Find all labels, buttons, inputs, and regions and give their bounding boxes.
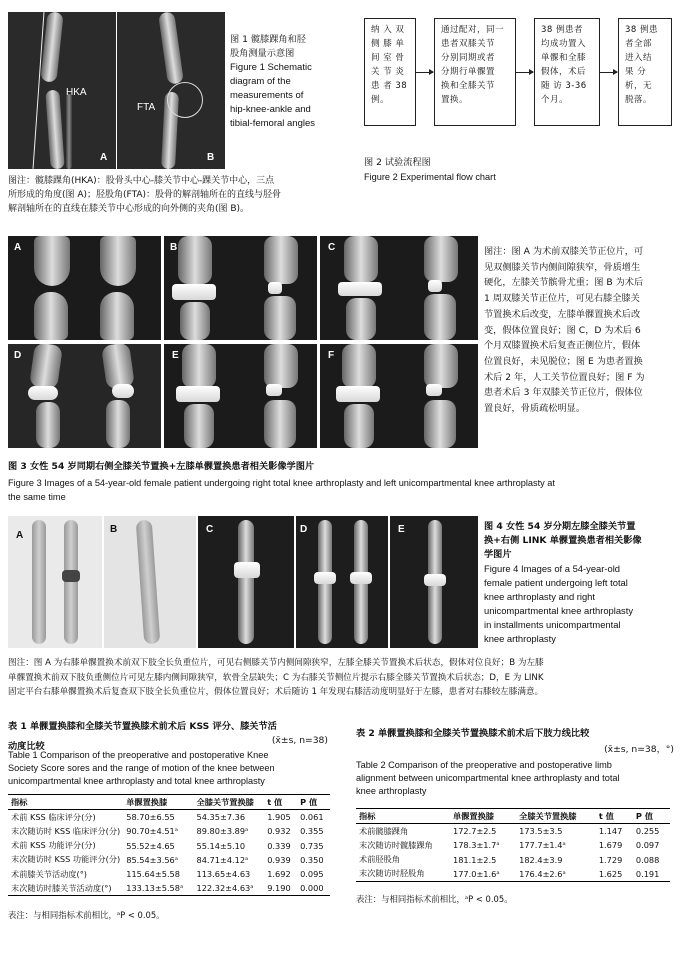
fig1-note-line: 所形成的角度(图 A)；胫股角(FTA)：股骨的解剖轴所在的直线与胫骨	[8, 190, 282, 200]
table1-grid	[8, 794, 330, 896]
flow-text: 换和全膝关节	[441, 81, 496, 91]
flow-text: 单髁和全膝	[541, 53, 587, 63]
fig1-panel-label-b: B	[207, 152, 215, 163]
flow-box-1	[364, 18, 416, 126]
fig3-panel-label-e: E	[172, 350, 179, 361]
cell: 177.7±1.4ᵃ	[519, 840, 566, 851]
table2-title-en-line: alignment between unicompartmental knee arthroplasty and total	[356, 773, 620, 783]
cell: 9.190	[267, 883, 291, 894]
fig4-panel-label-c: C	[206, 524, 214, 535]
flow-text: 个月。	[541, 95, 569, 105]
fig1-fta-label: FTA	[137, 102, 156, 113]
fig1-note	[8, 174, 348, 216]
table1-title-cn: 表 1 单髁置换膝和全膝关节置换膝术前术后 KSS 评分、膝关节活	[8, 721, 277, 732]
fig3-note-line: 变，假体位置良好；图 C，D 为术后 6	[484, 324, 641, 336]
col-header: 指标	[359, 810, 376, 821]
table1-title-en-line: Society Score sores and the range of motion of the knee between	[8, 763, 275, 773]
flow-text: 者全部	[625, 39, 653, 49]
table-row	[8, 853, 330, 867]
cell: 0.061	[300, 812, 324, 823]
fig2-title-cn: 图 2 试验流程图	[364, 157, 431, 168]
flow-text: 置换。	[441, 95, 469, 105]
fig3-panel-label-f: F	[328, 350, 335, 361]
col-header: 单髁置换膝	[126, 796, 168, 807]
col-header: t 值	[267, 796, 283, 807]
fig4-title-en-line: knee arthroplasty	[484, 633, 556, 644]
fig4-panel-label-e: E	[398, 524, 405, 535]
fig3-image-b	[164, 236, 317, 340]
flow-text: 患者双膝关节	[441, 39, 496, 49]
fig3-note-line: 位置良好，未见脱位；图 E 为患者置换	[484, 355, 643, 367]
fig1-title-en-line: hip-knee-ankle and	[230, 104, 311, 115]
table-header-row	[356, 809, 670, 824]
flow-text: 纳 入 双	[371, 25, 405, 35]
cell: 0.339	[267, 840, 291, 851]
flow-text: 38 例患者	[541, 25, 584, 35]
fig2-caption	[364, 156, 674, 184]
col-header: 指标	[11, 796, 28, 807]
fig4-panel-label-d: D	[300, 524, 308, 535]
flow-text: 通过配对，同一	[441, 25, 505, 35]
fig3-image-f	[320, 344, 478, 448]
fig3-image-e	[164, 344, 317, 448]
col-header: P 值	[635, 810, 653, 821]
cell: 133.13±5.58ᵃ	[126, 883, 184, 894]
table1-note: 表注：与相同指标术前相比，ᵃP < 0.05。	[8, 910, 165, 921]
fig4-caption	[484, 520, 676, 646]
cell: 末次随访时 KSS 临床评分(分)	[11, 825, 121, 836]
cell: 89.80±3.89ᵃ	[196, 826, 249, 837]
flow-box-4	[618, 18, 672, 126]
flow-arrow	[600, 72, 617, 73]
flow-text: 侧 膝 单	[371, 39, 405, 49]
fig1-caption	[230, 33, 340, 131]
flow-text: 间 室 骨	[371, 53, 405, 63]
col-header: 单髁置换膝	[453, 810, 494, 821]
cell: 0.191	[635, 868, 660, 879]
fig2-title-en: Figure 2 Experimental flow chart	[364, 172, 496, 182]
cell: 术前胫股角	[359, 854, 400, 865]
table-row	[8, 881, 330, 896]
cell: 176.4±2.6ᵃ	[519, 868, 566, 879]
flow-text: 进入结	[625, 53, 653, 63]
fig3-image-c	[320, 236, 478, 340]
table1-title-cn-2: 动度比较	[8, 741, 45, 752]
cell: 90.70±4.51ᵃ	[126, 826, 178, 837]
cell: 1.625	[598, 868, 623, 879]
fig3-title-cn: 图 3 女性 54 岁同期右侧全膝关节置换+左膝单髁置换患者相关影像学图片	[8, 461, 315, 472]
table-row	[8, 839, 330, 853]
table1-stat: (x̄±s, n=38)	[271, 735, 328, 746]
cell: 术前髋膝踝角	[359, 825, 409, 836]
fig4-note	[8, 656, 676, 700]
fig4-title-cn-line: 学图片	[484, 549, 512, 560]
cell: 173.5±3.5	[519, 826, 563, 837]
cell: 0.932	[267, 826, 291, 837]
cell: 0.350	[300, 854, 324, 865]
fig4-note-line: 固定平台右膝单髁置换术后复查双下肢全长负重位片，假体位置良好；术后随访 1 年发现右膝活动度明显好于左膝，患者对右膝较左膝满意。	[8, 687, 544, 697]
fig3-image-a	[8, 236, 161, 340]
fig3-caption	[8, 460, 676, 504]
table-row	[8, 810, 330, 825]
cell: 1.729	[598, 854, 623, 865]
fig4-image-a	[8, 516, 102, 648]
fig3-note-line: 个月双膝置换术后复查正侧位片，假体	[484, 340, 641, 352]
flow-text: 随 访 3-36	[541, 81, 587, 91]
flow-text: 脱落。	[625, 95, 653, 105]
fig1-hka-label: HKA	[66, 87, 87, 98]
table2-title-cn: 表 2 单髁置换膝和全膝关节置换膝术前术后下肢力线比较	[356, 728, 590, 739]
fig4-note-line: 单髁置换术前双下肢负重侧位片可见左膝内侧间隙狭窄，软骨全层缺失；C 为右膝关节侧位片提示右膝全膝关节置换术后状态；D，E 为 LINK	[8, 672, 544, 683]
flow-box-3	[534, 18, 600, 126]
fig3-note-line: 患者术后 3 年双膝关节正位片，假体位	[484, 387, 643, 399]
fig1-title-en-line: measurements of	[230, 90, 304, 101]
fig3-panel-label-a: A	[14, 242, 22, 253]
flow-text: 分别同期或者	[441, 53, 496, 63]
cell: 177.0±1.6ᵃ	[453, 868, 500, 879]
table-row	[356, 867, 670, 882]
fig1-image-b	[117, 12, 225, 169]
fig4-note-line: 图注：图 A 为右膝单髁置换术前双下肢全长负重位片，可见右侧膝关节内侧间隙狭窄，左膝全膝关节置换术后状态，假体对位良好；B 为左膝	[8, 658, 544, 668]
flow-text: 假体，术后	[541, 67, 587, 77]
fig1-image-a	[8, 12, 116, 169]
fig3-title-en-line: Figure 3 Images of a 54-year-old female patient undergoing right total knee arthroplasty and left unicompartmental knee arthroplasty at	[8, 478, 555, 488]
fig3-panel-label-c: C	[328, 242, 336, 253]
flow-text: 分期行单髁置	[441, 67, 496, 77]
col-header: P 值	[300, 796, 318, 807]
cell: 末次随访时髋膝踝角	[359, 839, 433, 850]
fig1-note-line: 解剖轴所在的直线在膝关节中心形成的向外侧的夹角(图 B)。	[8, 204, 250, 214]
fig3-image-d	[8, 344, 161, 448]
fig4-title-en-line: in installments unicompartmental	[484, 619, 621, 630]
cell: 1.679	[598, 840, 623, 851]
fig4-panel-label-a: A	[16, 530, 24, 541]
fig3-note-line: 见双侧膝关节内侧间隙狭窄，骨质增生	[484, 261, 641, 273]
cell: 0.095	[300, 869, 324, 880]
cell: 末次随访时膝关节活动度(°)	[11, 882, 112, 893]
fig4-title-en-line: unicompartmental knee arthroplasty	[484, 605, 634, 616]
cell: 术前膝关节活动度(°)	[11, 868, 87, 879]
col-header: 全膝关节置换膝	[196, 796, 254, 807]
cell: 0.735	[300, 840, 324, 851]
cell: 55.14±5.10	[196, 840, 246, 851]
fig4-title-cn-line: 图 4 女性 54 岁分期左膝全膝关节置	[484, 521, 636, 532]
fig1-title-en-line: Figure 1 Schematic	[230, 62, 312, 73]
table-header-row	[8, 795, 330, 810]
table2-grid	[356, 808, 670, 882]
flow-box-2	[434, 18, 516, 126]
fig3-panel-label-b: B	[170, 242, 178, 253]
flow-text: 患 者 38	[371, 81, 408, 91]
table-row	[356, 824, 670, 839]
table1-title-en-line: Table 1 Comparison of the preoperative and postoperative Knee	[8, 750, 269, 760]
fig1-title-cn-1: 图 1 髋膝踝角和胫	[230, 34, 306, 45]
table2-title-en-line: knee arthroplasty	[356, 786, 427, 796]
cell: 0.355	[300, 826, 324, 837]
fig3-note-line: 硬化，左膝关节髌骨尤重；图 B 为术后	[484, 277, 644, 289]
cell: 178.3±1.7ᵃ	[453, 840, 500, 851]
table-row	[356, 853, 670, 867]
flow-text: 均成功置入	[541, 39, 587, 49]
cell: 85.54±3.56ᵃ	[126, 854, 178, 865]
fig4-title-cn-line: 换+右侧 LINK 单髁置换患者相关影像	[484, 535, 642, 546]
cell: 0.088	[635, 854, 660, 865]
flow-arrow	[516, 72, 533, 73]
fig3-title-en-line: the same time	[8, 492, 66, 502]
cell: 113.65±4.63	[196, 869, 251, 880]
flow-text: 关 节 炎	[371, 67, 405, 77]
cell: 0.097	[635, 840, 660, 851]
cell: 115.64±5.58	[126, 869, 180, 880]
fig4-image-e	[390, 516, 478, 648]
fig4-image-b	[104, 516, 196, 648]
fig4-title-en-line: female patient undergoing left total	[484, 577, 628, 588]
table1	[8, 720, 338, 922]
cell: 0.255	[635, 826, 660, 837]
table-row	[8, 867, 330, 881]
col-header: t 值	[598, 810, 614, 821]
fig3-note-line: 图注：图 A 为术前双膝关节正位片，可	[484, 246, 644, 257]
cell: 末次随访时 KSS 功能评分(分)	[11, 854, 121, 865]
table-row	[356, 838, 670, 852]
fig1-title-en-line: tibial-femoral angles	[230, 118, 316, 129]
fig4-title-en-line: Figure 4 Images of a 54-year-old	[484, 563, 621, 574]
fig3-panel-label-d: D	[14, 350, 22, 361]
fig1-note-line: 图注：髋膝踝角(HKA)：股骨头中心-膝关节中心-踝关节中心，三点	[8, 176, 275, 186]
fig3-note-line: 置良好，骨质疏松明显。	[484, 403, 586, 415]
col-header: 全膝关节置换膝	[519, 810, 577, 821]
table-row	[8, 824, 330, 838]
fig3-note-line: 术后 2 年，人工关节位置良好；图 F 为	[484, 371, 645, 383]
fig4-image-c	[198, 516, 294, 648]
fig3-note-line: 节置换术后改变，左膝单髁置换术后改	[484, 308, 641, 320]
table2-stat: (x̄±s, n=38，°)	[604, 744, 674, 755]
table1-title-en-line: unicompartmental knee arthroplasty and total knee arthroplasty	[8, 776, 265, 786]
fig3-note-line: 1 周双膝关节正位片，可见右膝全膝关	[484, 293, 640, 305]
cell: 术前 KSS 功能评分(分)	[11, 840, 96, 851]
cell: 1.692	[267, 869, 291, 880]
flow-text: 果 分	[625, 67, 647, 77]
fig4-image-d	[296, 516, 388, 648]
cell: 182.4±3.9	[519, 854, 563, 865]
fig3-note	[484, 244, 676, 417]
cell: 术前 KSS 临床评分(分)	[11, 811, 96, 822]
flow-arrow	[416, 72, 433, 73]
cell: 0.939	[267, 854, 291, 865]
table2	[356, 727, 676, 906]
cell: 1.905	[267, 812, 291, 823]
fig4-title-en-line: knee arthroplasty and right	[484, 591, 596, 602]
cell: 84.71±4.12ᵃ	[196, 854, 249, 865]
table2-note: 表注：与相同指标术前相比，ᵃP < 0.05。	[356, 893, 513, 904]
fig1-panel-label-a: A	[100, 152, 108, 163]
fig1-title-en-line: diagram of the	[230, 76, 291, 87]
cell: 172.7±2.5	[453, 826, 497, 837]
cell: 122.32±4.63ᵃ	[196, 883, 254, 894]
cell: 末次随访时胫股角	[359, 868, 425, 879]
flow-text: 例。	[371, 95, 390, 105]
flow-text: 38 例患	[625, 25, 659, 35]
cell: 58.70±6.55	[126, 812, 175, 823]
flow-text: 析，无	[625, 81, 653, 91]
fig1-title-cn-2: 股角测量示意图	[230, 48, 295, 59]
cell: 55.52±4.65	[126, 840, 175, 851]
cell: 0.000	[300, 883, 324, 894]
table2-title-en-line: Table 2 Comparison of the preoperative and postoperative limb	[356, 760, 612, 770]
cell: 54.35±7.36	[196, 812, 246, 823]
fig4-panel-label-b: B	[110, 524, 118, 535]
cell: 1.147	[598, 826, 623, 837]
cell: 181.1±2.5	[453, 854, 497, 865]
